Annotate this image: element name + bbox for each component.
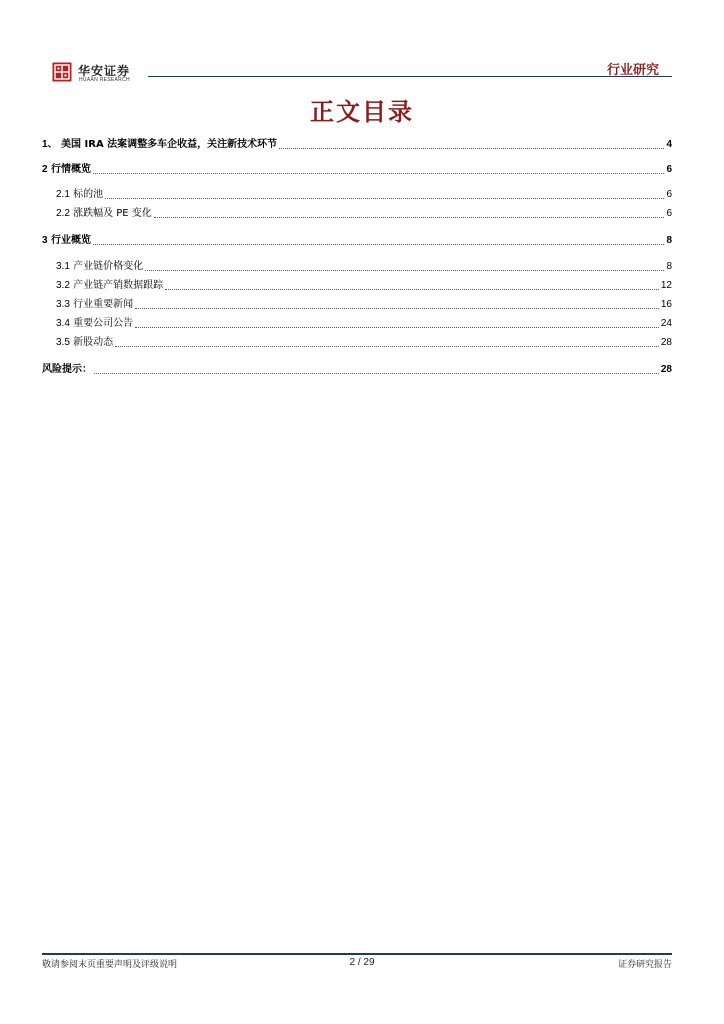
logo-name: 华安证券 [78,64,131,78]
toc-dot-leader [279,145,664,149]
footer-divider [42,953,672,955]
toc-entry-title: 涨跌幅及 PE 变化 [73,208,152,219]
logo-seal-icon [52,62,72,82]
toc-dot-leader [105,195,664,199]
toc-entry-number: 2.1 [56,189,70,200]
toc-entry[interactable] [42,162,672,176]
toc-entry-title: 产业链价格变化 [73,261,144,272]
toc-entry[interactable] [56,206,672,220]
toc-entry-title: 重要公司公告 [73,318,134,329]
header-section-label: 行业研究 [606,63,659,78]
toc-entry[interactable] [56,297,672,311]
toc-entry-label [56,318,133,330]
toc-entry-page: 28 [660,337,672,348]
toc-entry[interactable] [42,362,672,376]
toc-entry-number: 3.5 [56,337,70,348]
toc-dot-leader [115,343,659,347]
toc-entry[interactable] [42,137,672,151]
toc-entry-label [56,280,163,292]
toc-entry[interactable] [56,259,672,273]
toc-dot-leader [94,370,659,374]
toc-entry-page: 12 [660,280,672,291]
toc-entry-number: 3.1 [56,261,70,272]
logo-subtitle: HUAAN RESEARCH [79,77,130,83]
toc-entry-page: 28 [660,364,672,375]
toc-dot-leader [135,305,659,309]
toc-entry-label [42,364,92,376]
toc-entry-number: 3 [42,235,48,246]
toc-dot-leader [93,170,664,174]
toc-entry-page: 6 [666,189,672,200]
toc-entry-title: 风险提示： [42,364,92,375]
toc-entry-label [42,139,277,151]
toc-dot-leader [165,286,659,290]
toc-entry-number: 2.2 [56,208,70,219]
toc-entry[interactable] [56,316,672,330]
page-title: 正文目录 [310,98,414,126]
toc-entry-title: 行业概览 [51,235,92,246]
toc-entry[interactable] [56,335,672,349]
toc-entry-title: 标的池 [73,189,104,200]
toc-entry-number: 3.3 [56,299,70,310]
toc-entry-page: 6 [666,164,672,175]
toc-entry-title: 产业链产销数据跟踪 [73,280,164,291]
toc-entry-number: 3.4 [56,318,70,329]
toc-entry-label [56,299,133,311]
toc-entry-title: 行情概览 [51,164,92,175]
toc-entry-page: 24 [660,318,672,329]
toc-entry-label [56,208,152,220]
footer-disclaimer: 敬请参阅末页重要声明及评级说明 [42,960,178,970]
toc-entry-label [56,337,113,349]
toc-dot-leader [135,324,659,328]
toc-entry-page: 8 [666,261,672,272]
toc-entry-label [56,261,143,273]
toc-dot-leader [154,214,665,218]
toc-entry-title: 新股动态 [73,337,114,348]
toc-entry-number: 1、 [42,139,58,150]
toc-entry-title: 行业重要新闻 [73,299,134,310]
header-divider [148,76,672,77]
toc-entry-page: 4 [666,139,672,150]
footer-report-type: 证券研究报告 [617,960,672,970]
toc-entry-page: 8 [666,235,672,246]
page-indicator: 2 / 29 [349,957,375,968]
toc-entry-label [56,189,103,201]
toc-entry-title: 美国 IRA 法案调整多车企收益，关注新技术环节 [61,139,278,150]
toc-entry-page: 6 [666,208,672,219]
toc-entry[interactable] [42,233,672,247]
company-logo [52,62,148,86]
toc-entry-page: 16 [660,299,672,310]
toc-entry-number: 3.2 [56,280,70,291]
toc-entry[interactable] [56,187,672,201]
toc-entry[interactable] [56,278,672,292]
toc-dot-leader [93,241,664,245]
toc-entry-number: 2 [42,164,48,175]
toc-entry-label [42,235,91,247]
toc-entry-label [42,164,91,176]
toc-dot-leader [145,267,664,271]
